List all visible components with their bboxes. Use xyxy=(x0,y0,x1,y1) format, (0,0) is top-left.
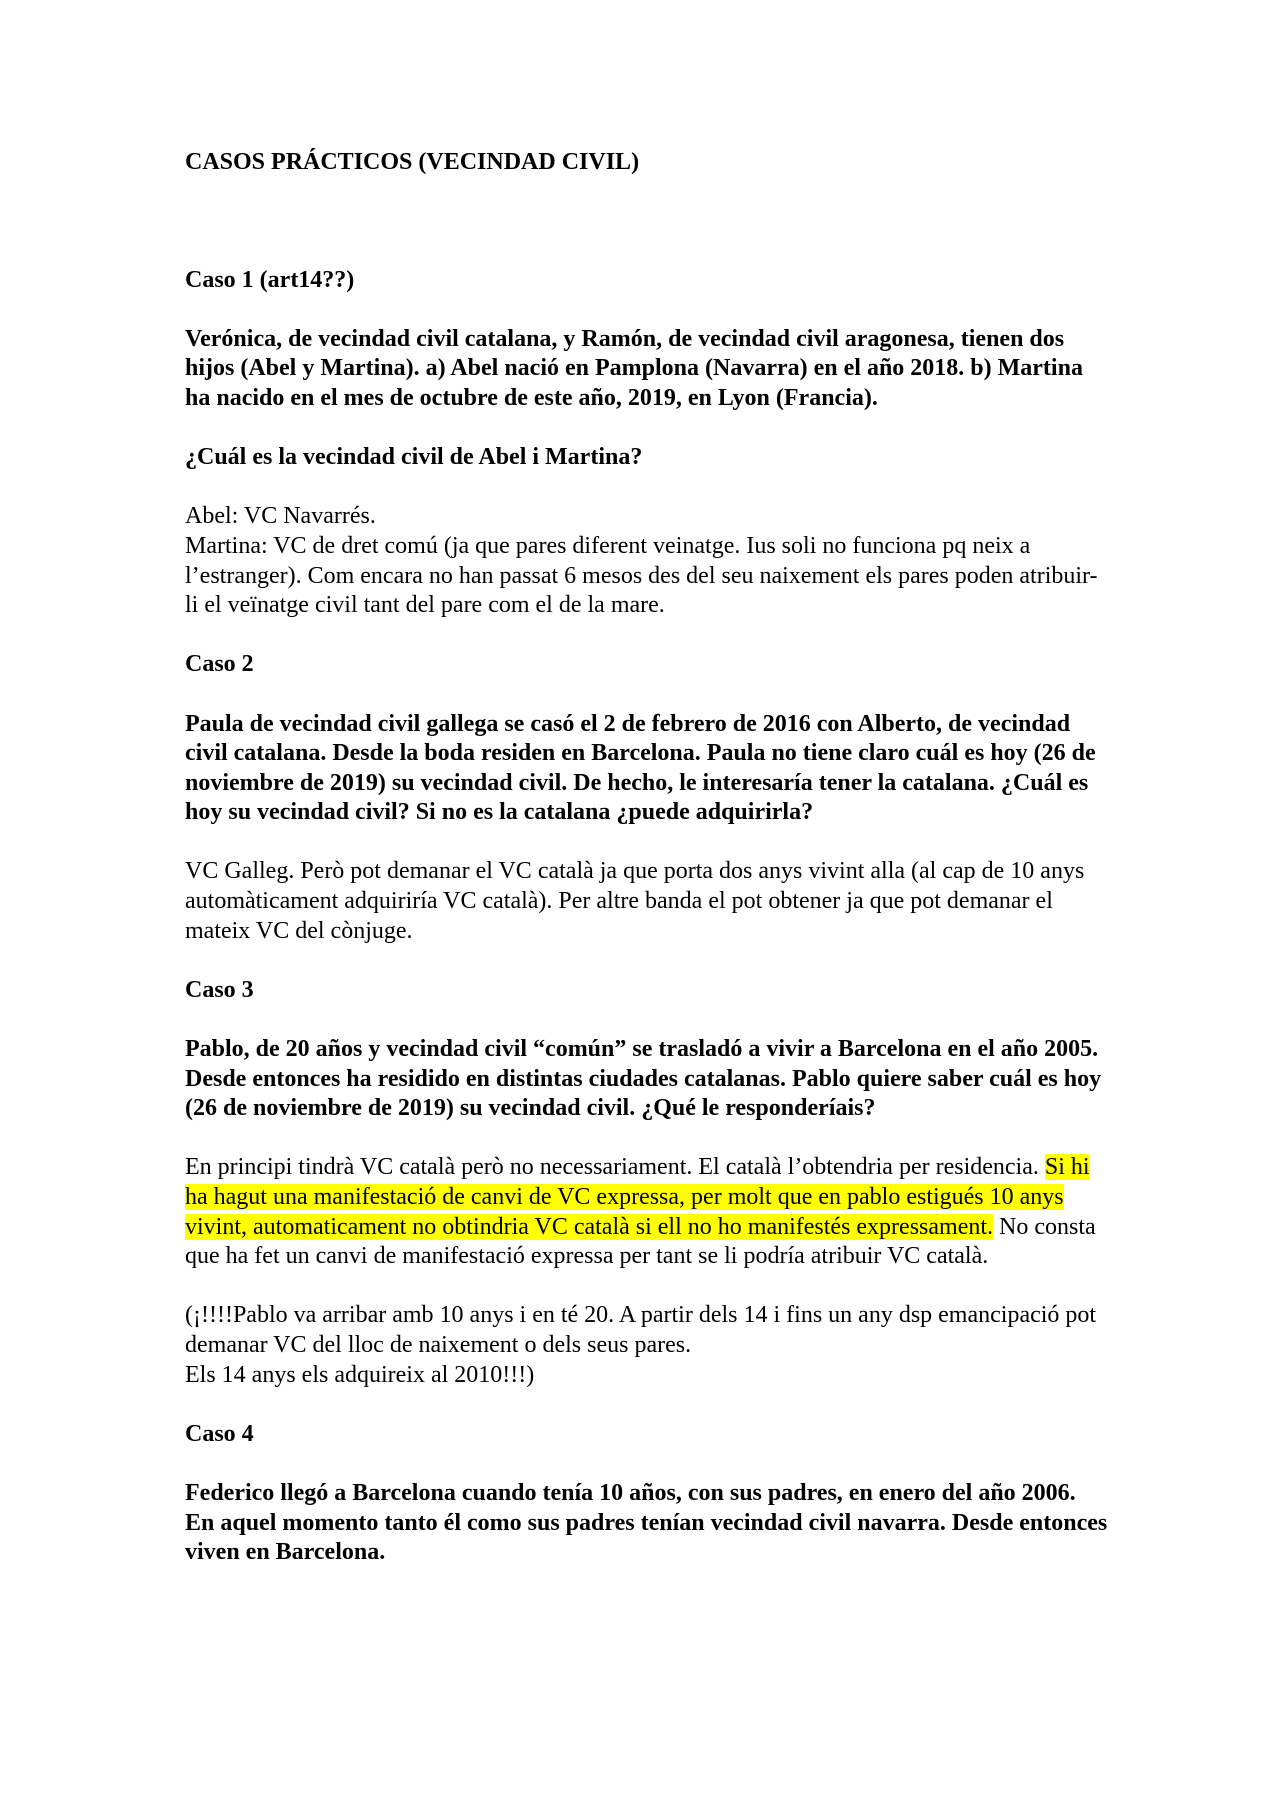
caso3-answer xyxy=(185,1153,1110,1271)
caso3-heading: Caso 3 xyxy=(185,976,254,1003)
caso4-statement: Federico llegó a Barcelona cuando tenía 10 años, con sus padres, en enero del año 2006. En aquel momento tanto él como sus padres tenían vecindad civil navarra. Desde entonces viven en Barcelona. xyxy=(185,1479,1108,1566)
caso3-note xyxy=(185,1301,1110,1390)
caso2-statement: Paula de vecindad civil gallega se casó el 2 de febrero de 2016 con Alberto, de vecindad civil catalana. Desde la boda residen en Barcelona. Paula no tiene claro cuál es hoy (26 de noviembre de 2019) su vecindad civil. De hecho, le interesaría tener la catalana. ¿Cuál es hoy su vecindad civil? Si no es la catalana ¿puede adquirirla? xyxy=(185,710,1096,826)
caso2-answer: VC Galleg. Però pot demanar el VC català ja que porta dos anys vivint alla (al cap de 10 anys automàticament adquiriría VC català). Per altre banda el pot obtener ja que pot demanar el mateix VC del cònjuge. xyxy=(185,858,1085,944)
document-title: CASOS PRÁCTICOS (VECINDAD CIVIL) xyxy=(185,149,640,175)
caso1-heading: Caso 1 (art14??) xyxy=(185,266,355,293)
caso1-answer xyxy=(185,502,1110,620)
caso3-answer-intro: En principi tindrà VC català però no necessariament. El català l’obtendria per residencia. xyxy=(185,1154,1045,1181)
caso1-statement: Verónica, de vecindad civil catalana, y Ramón, de vecindad civil aragonesa, tienen dos hijos (Abel y Martina). a) Abel nació en Pamplona (Navarra) en el año 2018. b) Martina ha nacido en el mes de octubre de este año, 2019, en Lyon (Francia). xyxy=(185,325,1083,411)
document-page xyxy=(185,148,1110,1597)
caso2-heading: Caso 2 xyxy=(185,651,254,678)
caso3-note-line1: (¡!!!!Pablo va arribar amb 10 anys i en té 20. A partir dels 14 i fins un any dsp emancipació pot demanar VC del lloc de naixement o dels seus pares. xyxy=(185,1302,1097,1358)
caso3-answer-highlighted: Si hi ha hagut una manifestació de canvi de VC expressa, per molt que en pablo estigués 10 anys vivint, automaticament no obtindria VC català si ell no ho manifestés expressament. xyxy=(185,1154,1090,1240)
caso1-answer-martina: Martina: VC de dret comú (ja que pares diferent veinatge. Ius soli no funciona pq neix a l’estranger). Com encara no han passat 6 mesos des del seu naixement els pares poden atribuir-li el veïnatge civil tant del pare com el de la mare. xyxy=(185,532,1098,619)
caso3-answer-outro: No consta que ha fet un canvi de manifestació expressa per tant se li podría atribuir VC català. xyxy=(185,1213,1096,1270)
caso4-heading: Caso 4 xyxy=(185,1420,254,1447)
caso3-note-line2: Els 14 anys els adquireix al 2010!!!) xyxy=(185,1361,535,1388)
caso1-question: ¿Cuál es la vecindad civil de Abel i Martina? xyxy=(185,444,643,471)
caso3-statement: Pablo, de 20 años y vecindad civil “común” se trasladó a vivir a Barcelona en el año 2005. Desde entonces ha residido en distintas ciudades catalanas. Pablo quiere saber cuál es hoy (26 de noviembre de 2019) su vecindad civil. ¿Qué le responderíais? xyxy=(185,1036,1102,1122)
caso1-answer-abel: Abel: VC Navarrés. xyxy=(185,503,376,530)
